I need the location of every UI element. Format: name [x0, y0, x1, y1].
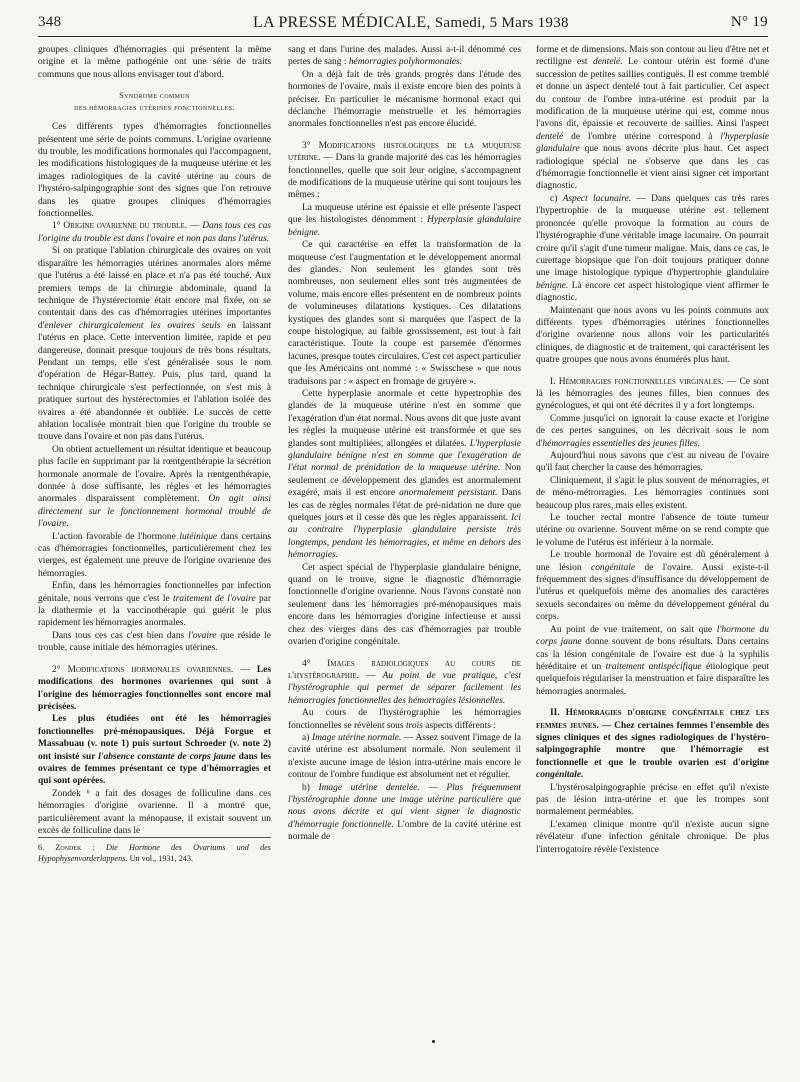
paragraph — [288, 658, 521, 708]
paragraph: L'action favorable de l'hormone lutéinique dans certains cas d'hémorragies fonctionnelles, particulièrement chez les vierges, est également une preuve de l'origine ovarienne des hémorragies. — [38, 531, 271, 579]
page-number: 348 — [38, 14, 62, 30]
paragraph: Ce qui caractérise en effet la transformation de la muqueuse c'est l'augmentation et le développement anormal des glandes. Non seulement les glandes sont très nombreuses, non seulement elles sont très augmentées de volume, mais encore elles présentent en de nombreux points de volumineuses dilatations kystiques. Ces dilatations kystiques des glandes sont si marquées que l'aspect de la coupe histologique, au faible grossissement, est tout à fait caractéristique. Toute la coupe est parsemée d'énormes lacunes, presque toutes circulaires. C'est cet aspect particulier que les Américains ont nommé : « Swisschese » que nous traduisons par : « aspect en fromage de gruyère ». — [288, 240, 521, 387]
italic-text: hémorragies essentielles des jeunes filles. — [542, 438, 700, 449]
italic-text: Ici au contraire l'hyperplasie glandulaire persiste très longtemps, pendant les hémorragies, et même en dehors des hémorragies. — [288, 513, 521, 561]
italic-text: l'ovaire — [188, 630, 217, 641]
italic-text: l'absence constante de corps jaune — [98, 751, 236, 762]
paragraph: a) Image utérine normale. — Assez souvent l'image de la cavité utérine est absolument normale. Non seulement il n'existe aucune image de lésion intra-utérine mais encore le contour de l'ombre fundique est absolument net et régulier. — [288, 732, 521, 781]
paragraph: 3° Modifications histologiques de la muqueuse utérine. — Dans la grande majorité des cas les hémorragies fonctionnelles, quelle que soit leur origine, s'accompagnent de modifications de la muqueuse utérine qui sont toujours les mêmes : — [288, 140, 521, 201]
italic-text: hémorragies polyhormonales. — [348, 57, 463, 68]
paragraph: Aujourd'hui nous savons que c'est au niveau de l'ovaire qu'il faut chercher la cause des hémorragies. — [536, 451, 769, 474]
subheading: 4° Images radiologiques au cours de l'hystérographie. — — [288, 658, 521, 681]
subheading: I. Hémorragies fonctionnelles virginales. — — [550, 376, 737, 387]
paragraph: II. Hémorragies d'origine congénitale chez les femmes jeunes. — Chez certaines femmes l'ensemble des signes cliniques et des signes radiologiques de l'hystéro-salpingographie montre que l'hémorragie est fonctionnelle et que le trouble ovarien est d'origine congénitale. — [536, 708, 769, 781]
italic-text: enlever chirurgicalement les ovaires seuls — [44, 320, 221, 331]
paragraph: L'hystérosalpingographie précise en effet qu'il n'existe pas de lésion intra-utérine et que les trompes sont normalement perméables. — [536, 782, 769, 818]
section-heading — [38, 90, 271, 113]
paragraph: Enfin, dans les hémorragies fonctionnelles par infection génitale, nous verrons que c'est le traitement de l'ovaire par la diathermie et la vaccinothérapie qui guérit le plus rapidement les hémorragies anormales. — [38, 581, 271, 629]
paragraph: Les plus étudiées ont été les hémorragies fonctionnelles pré-ménopausiques. Déjà Forgue et Massabuau (v. note 1) puis surtout Schroeder (v. note 2) ont insisté sur l'absence constante de corps jaune dans les ovaires de femmes présentant ce type d'hémorragies et qui sont opérées. — [38, 714, 271, 787]
paragraph: Cette hyperplasie anormale et cette hypertrophie des glandes de la muqueuse utérine n'est en somme que l'exagération d'un état normal. Nous avons dit que juste avant les règles la muqueuse utérine est transformée et que ses glandes sont multipliées, allongées et dilatées. L'hyperplasie glandulaire bénigne n'est en somme que l'exagération de l'état normal de prénidation de la muqueuse utérine. Non seulement ce développement des glandes est anormalement exagéré, mais il est encore anormalement persistant. Dans les cas de règles normales l'état de pré-nidation ne dure que quelques jours et il cesse dès que les règles apparaissent. Ici au contraire l'hyperplasie glandulaire persiste très longtemps, pendant les hémorragies, et même en dehors des hémorragies. — [288, 388, 521, 561]
journal-header — [253, 14, 569, 32]
subheading: 3° Modifications histologiques de la muqueuse utérine. — — [288, 140, 521, 164]
paragraph: Comme jusqu'ici on ignorait la cause exacte et l'origine de ces pertes sanguines, on les décrivait sous le nom d'hémorragies essentielles des jeunes filles. — [536, 413, 769, 449]
paragraph: Au cours de l'hystérographie les hémorragies fonctionnelles se révèlent sous trois aspects différents : — [288, 708, 521, 731]
paragraph: b) Image utérine dentelée. — Plus fréquemment l'hystérographie donne une image utérine particulière que nous avons décrite et qui vient signer le diagnostic d'hémorragie fonctionnelle. L'ombre de la cavité utérine est normale de — [288, 782, 521, 843]
italic-text: L'hyperplasie glandulaire bénigne n'est en somme que l'exagération de l'état normal de prénidation de la muqueuse utérine. — [288, 438, 521, 474]
paragraph: Si on pratique l'ablation chirurgicale des ovaires on voit disparaître les hémorragies utérines anormales alors même que l'utérus a été laissé en place et n'a pas été touché. Aux premiers temps de la chirurgie abdominale, quand la technique de l'hystérectomie était encore mal fixée, on se contentait dans des cas d'hémorragies utérines importantes d'enlever chirurgicalement les ovaires seuls en laissant l'utérus en place. Cette intervention limitée, rapide et peu dangereuse, donnait presque toujours de très bons résultats. Pendant un temps, elle s'est généralisée sous le nom d'opération de Hégar-Battey. Puis, plus tard, quand la technique chirurgicale s'est perfectionnée, on s'est mis à pratiquer surtout des hystérectomies et l'ablation isolée des ovaires a été abandonnée et oubliée. Le succès de cette ablation localisée montrait bien que l'origine du trouble se trouve dans l'ovaire et non pas dans l'utérus. — [38, 246, 271, 443]
subheading: 2° Modifications hormonales ovariennes. — — [52, 664, 250, 675]
italic-text: Die Hormone des Ovariums und des Hypophysenvorderlappens. — [38, 843, 271, 864]
paragraph: sang et dans l'urine des malades. Aussi a-t-il dénommé ces pertes de sang : hémorragies polyhormonales. — [288, 45, 521, 68]
paragraph: Maintenant que nous avons vu les points communs aux différents types d'hémorragies utérines fonctionnelles d'origine ovarienne nous allons voir les particularités cliniques, de diagnostic et de traitement, qui caractérisent les quatre groupes que nous avons énumérés plus haut. — [536, 305, 769, 366]
paragraph — [38, 664, 271, 714]
italic-text: Dans tous ces cas l'origine du trouble est dans l'ovaire et non pas dans l'utérus. — [38, 221, 271, 244]
italic-text: Image utérine normale. — [311, 732, 402, 743]
paragraph: forme et de dimensions. Mais son contour au lieu d'être net et rectiligne est dentelé. Le contour utérin est formé d'une succession de petites saillies contiguës. Il est comme tremblé et donne un aspect dentelé tout à fait particulier. Cet aspect du contour de l'ombre intra-utérine est produit par la modification de la muqueuse utérine qui est, comme nous l'avons dit, épaissie et recouverte de saillies. Ainsi l'aspect dentelé de l'ombre utérine correspond à l'hyperplasie glandulaire que nous avons décrite plus haut. Cet aspect radiologique spécial ne s'observe que dans les cas d'hémorragie fonctionnelle et vient ainsi signer cet important diagnostic. — [536, 45, 769, 192]
italic-text: Aspect lacunaire. — [562, 193, 632, 204]
paragraph: groupes cliniques d'hémorragies qui présentent la même origine et la même pathogénie ont une série de traits communs que nous allons envisager tout d'abord. — [38, 45, 271, 80]
issue-date: Samedi, 5 Mars 1938 — [434, 15, 569, 31]
paragraph: c) Aspect lacunaire. — Dans quelques cas très rares l'hypertrophie de la muqueuse utérine est tellement prononcée qu'elle provoque la formation au cours de l'hystérographie d'une véritable image lacunaire. On pourrait croire qu'il s'agit d'une tumeur maligne. Mais, dans ce cas, le curettage biopsique que l'on doit toujours pratiquer donne une image histologique typique d'hypertrophie glandulaire bénigne. Là encore cet aspect histologique vient affirmer le diagnostic. — [536, 193, 769, 304]
page-header — [38, 10, 768, 36]
italic-text: l'hyperplasie glandulaire — [536, 131, 769, 155]
paragraph: La muqueuse utérine est épaissie et elle présente l'aspect que les histologistes dénomment : Hyperplasie glandulaire bénigne. — [288, 202, 521, 238]
ink-dot — [432, 1040, 435, 1043]
column-3 — [536, 44, 769, 1074]
footnote: 6. Zondek : Die Hormone des Ovariums und des Hypophysenvorderlappens. Un vol., 1931, 243. — [38, 837, 271, 864]
italic-text: Au point de vue pratique, c'est l'hystérographie qui permet de séparer facilement les hémorragies fonctionnelles des hémorragies lésionnelles. — [288, 670, 521, 706]
issue-number: N° 19 — [730, 14, 768, 30]
italic-text: congénitale — [591, 562, 636, 573]
column-2 — [288, 44, 521, 1074]
paragraph: On a déjà fait de très grands progrès dans l'étude des hormones de l'ovaire, mais il existe encore bien des points à préciser. En particulier le mécanisme hormonal exact qui déclanche l'hémorragie menstruelle et les hémorragies anormales fonctionnelles n'est pas encore élucidé. — [288, 69, 521, 130]
paragraph: Cliniquement, il s'agit le plus souvent de ménorragies, et de méno-métrorragies. Les hémorragies continues sont beaucoup plus rares, mais elles existent. — [536, 475, 769, 511]
subheading: 1° Origine ovarienne du trouble. — — [52, 221, 200, 232]
subheading: II. Hémorragies d'origine congénitale chez les femmes jeunes. — — [536, 708, 769, 731]
italic-text: Hyperplasie glandulaire bénigne. — [288, 215, 521, 238]
paragraph: On obtient actuellement un résultat identique et beaucoup plus facile en supprimant par la rœntgenthérapie la sécrétion hormonale anormale de l'ovaire. Après la rœntgenthérapie, donnée à dose suffisante, les règles et les hémorragies anormales disparaissent complètement. On agit ainsi directement sur le fonctionnement hormonal troublé de l'ovaire. — [38, 444, 271, 530]
paragraph: Ces différents types d'hémorragies fonctionnelles présentent une série de points communs. L'origine ovarienne du trouble, les modifications hormonales qui l'accompagnent, les modifications histologiques de la muqueuse utérine et les images radiologiques de la cavité utérine au cours de l'hystéro-salpingographie sont des signes que l'on retrouve dans les quatre groupes cliniques d'hémorragies fonctionnelles. — [38, 122, 271, 220]
italic-text: traitement antispécifique — [605, 661, 702, 672]
article-body — [38, 44, 768, 1074]
italic-text: dentelé — [536, 131, 564, 142]
italic-text: dentelé. — [592, 57, 623, 68]
italic-text: anormalement persistant. — [399, 488, 498, 499]
paragraph: I. Hémorragies fonctionnelles virginales. — Ce sont là les hémorragies des jeunes filles, bien connues des gynécologues, et qui ont été décrites il y a fort longtemps. — [536, 376, 769, 412]
italic-text: lutéinique — [179, 531, 218, 542]
bold-text: Les modifications des hormones ovariennes qui sont à l'origine des hémorragies fonctionnelles sont encore mal précisées. — [38, 664, 271, 712]
paragraph: L'examen clinique montre qu'il n'existe aucun signe révélateur d'une infection génitale chronique. De plus l'interrogatoire révèle l'existence — [536, 819, 769, 855]
paragraph: Zondek ⁶ a fait des dosages de folliculine dans ces hémorragies d'origine ovarienne. Il a montré que, particulièrement avant la ménopause, il existait souvent un excès de folliculine dans le — [38, 788, 271, 836]
italic-text: trois — [405, 720, 423, 731]
header-rule — [38, 36, 768, 37]
paragraph: Cet aspect spécial de l'hyperplasie glandulaire bénigne, quand on le trouve, signe le diagnostic d'hémorragie fonctionnelle d'origine ovarienne. Nous l'avons constaté non seulement dans les hémorragies pré-ménopausiques mais encore dans les hémorragies d'origine infectieuse et aussi chez des vierges dans des cas d'hémorragies par trouble ovarien d'origine congénitale. — [288, 562, 521, 648]
paragraph: Le trouble hormonal de l'ovaire est dû généralement à une lésion congénitale de l'ovaire. Aussi existe-t-il fréquemment des signes d'insuffisance du développement de l'utérus et quelquefois même des anomalies des caractères sexuels secondaires ou même du développement général du corps. — [536, 550, 769, 623]
italic-text: Image utérine dentelée. — [318, 782, 420, 793]
heading-line: Syndrome commun — [119, 91, 190, 101]
italic-text: On agit ainsi directement sur le fonctionnement hormonal troublé de l'ovaire. — [38, 494, 271, 530]
column-1 — [38, 44, 271, 1074]
paragraph: Le toucher rectal montre l'absence de toute tumeur utérine ou ovarienne. Souvent même on se rend compte que le volume de l'utérus est inférieur à la normale. — [536, 513, 769, 548]
journal-title: LA PRESSE MÉDICALE, — [253, 14, 431, 31]
italic-text: Plus fréquemment l'hystérographie donne une image utérine particulière que nous avons décrite et qui vient signer le diagnostic d'hémorragie fonctionnelle. — [288, 782, 521, 830]
heading-line: des hémorragies utérines fonctionnelles. — [74, 102, 235, 112]
paragraph: Dans tous ces cas c'est bien dans l'ovaire que réside le trouble, cause initiale des hémorragies utérines. — [38, 630, 271, 654]
paragraph — [38, 220, 271, 245]
paragraph: Au point de vue traitement, on sait que l'hormone du corps jaune donne souvent de bons résultats. Dans certains cas la lésion congénitale de l'ovaire est due à la syphilis héréditaire et un traitement antispécifique étiologique peut quelquefois régulariser la menstruation et faire disparaître les hémorragies anormales. — [536, 624, 769, 697]
italic-text: traitement de l'ovaire — [172, 593, 256, 604]
italic-text: l'hormone du corps jaune — [536, 624, 769, 648]
italic-text: congénitale. — [536, 770, 584, 781]
italic-text: bénigne. — [536, 280, 569, 291]
